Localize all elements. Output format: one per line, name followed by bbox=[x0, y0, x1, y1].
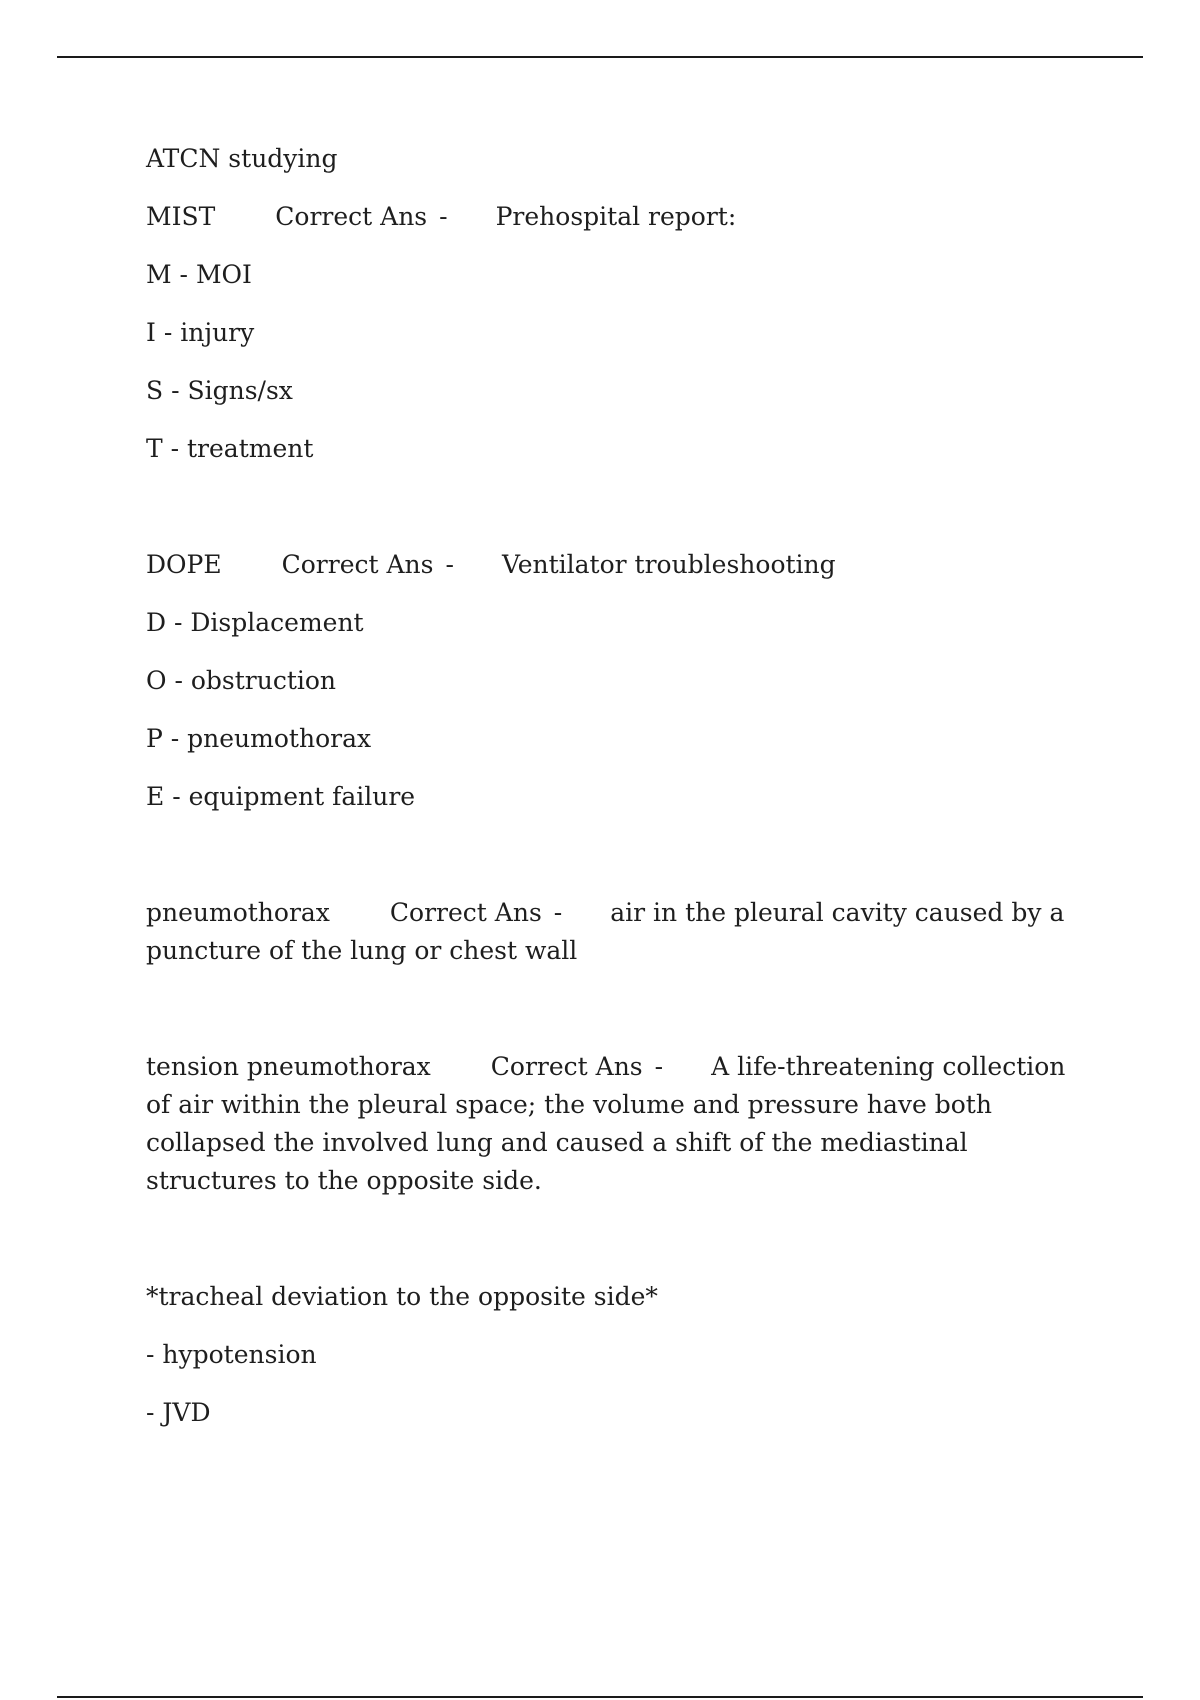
document-title: ATCN studying bbox=[146, 144, 338, 173]
document-body bbox=[146, 140, 1096, 1452]
card-mist-header bbox=[146, 198, 1096, 236]
list-item: S - Signs/sx bbox=[146, 376, 293, 405]
card-dash: - bbox=[553, 898, 563, 927]
bottom-rule bbox=[57, 1696, 1143, 1698]
card-dope-header bbox=[146, 546, 1096, 584]
card-answer-label: Correct Ans bbox=[281, 550, 434, 579]
card-term: pneumothorax bbox=[146, 898, 330, 927]
card-answer-label: Correct Ans bbox=[389, 898, 542, 927]
card-dash: - bbox=[439, 202, 448, 231]
card-tension-pneumothorax bbox=[146, 1048, 1096, 1200]
list-item: D - Displacement bbox=[146, 608, 364, 637]
card-answer-label: Correct Ans bbox=[275, 202, 428, 231]
spacer bbox=[146, 488, 1096, 546]
list-item: M - MOI bbox=[146, 260, 252, 289]
card-term: DOPE bbox=[146, 550, 222, 579]
card-pneumothorax bbox=[146, 894, 1096, 970]
card-definition: Ventilator troubleshooting bbox=[501, 550, 836, 579]
spacer bbox=[146, 836, 1096, 894]
card-answer-label: Correct Ans bbox=[490, 1052, 643, 1081]
list-item: O - obstruction bbox=[146, 666, 337, 695]
card-dash: - bbox=[654, 1052, 664, 1081]
card-dash: - bbox=[445, 550, 454, 579]
list-item: T - treatment bbox=[146, 434, 314, 463]
card-term: MIST bbox=[146, 202, 216, 231]
card-term: tension pneumothorax bbox=[146, 1052, 431, 1081]
spacer bbox=[146, 1220, 1096, 1278]
list-item: P - pneumothorax bbox=[146, 724, 372, 753]
list-item: E - equipment failure bbox=[146, 782, 416, 811]
card-definition: A life-threatening collection of air within the pleural space; the volume and pressure have both collapsed the involved lung and caused a shift of the mediastinal structures to the opposite side. bbox=[146, 1052, 1066, 1195]
list-item: - JVD bbox=[146, 1398, 211, 1427]
spacer bbox=[146, 990, 1096, 1048]
list-item: I - injury bbox=[146, 318, 255, 347]
card-definition: Prehospital report: bbox=[495, 202, 737, 231]
top-rule bbox=[57, 56, 1143, 58]
list-item: - hypotension bbox=[146, 1340, 317, 1369]
list-item: *tracheal deviation to the opposite side* bbox=[146, 1282, 658, 1311]
card-definition: air in the pleural cavity caused by a puncture of the lung or chest wall bbox=[146, 898, 1065, 965]
